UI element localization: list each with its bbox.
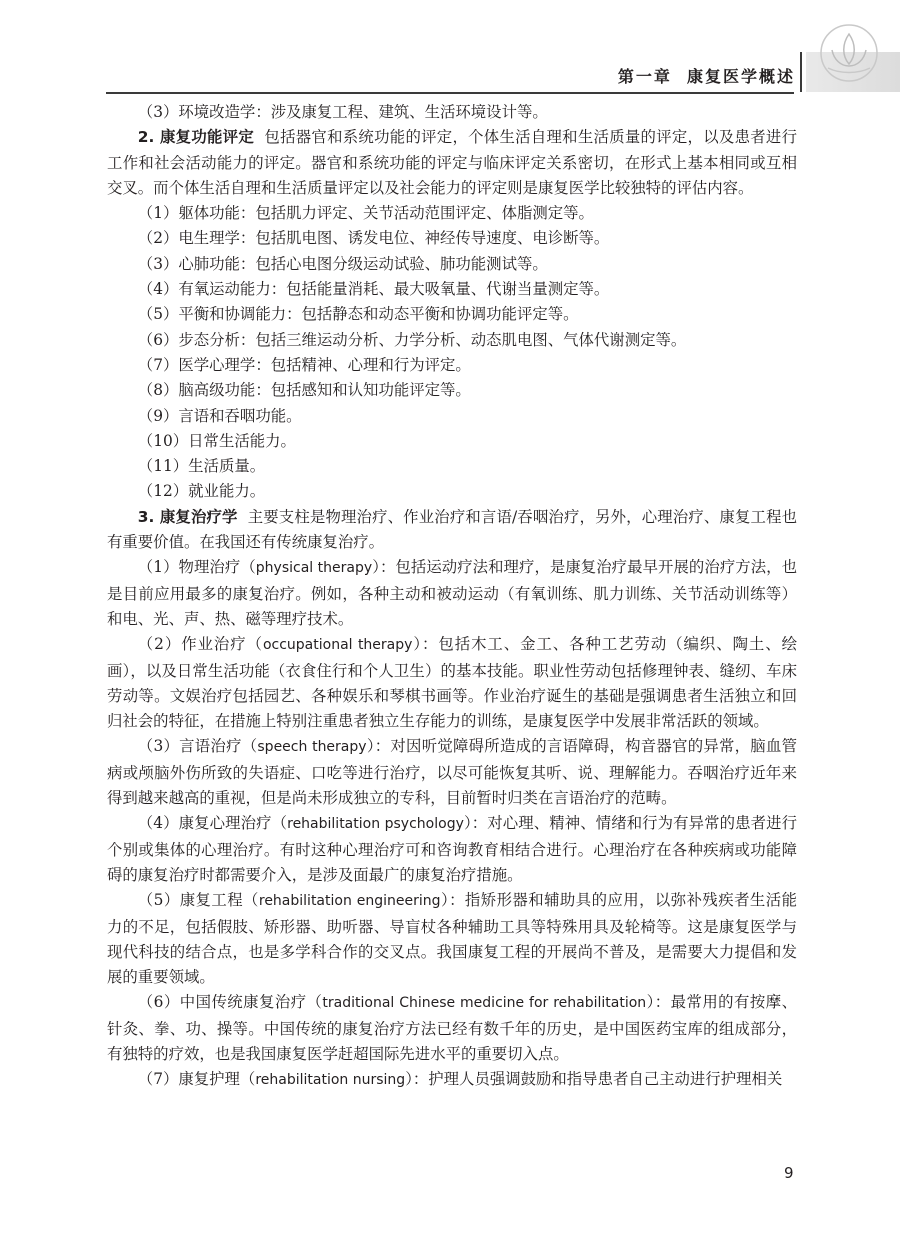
list-item: （12）就业能力。 [137,482,266,501]
item-term: rehabilitation nursing [255,1072,406,1089]
list-item [107,811,797,888]
header-rule [106,92,794,94]
item-body: ）：包括运动疗法和理疗，是康复治疗最早开展的治疗方法，也是目前应用最多的康复治疗。例如，各种主动和被动运动（有氧训练、肌力训练、关节活动训练等）和电、光、声、热、磁等理疗技术。 [107,558,797,628]
list-item [107,734,797,811]
page-number: 9 [784,1164,794,1182]
item-term: traditional Chinese medicine for rehabilitation [322,995,647,1012]
list-item [107,888,797,990]
section-title: 3. 康复治疗学 [137,507,238,526]
section-paragraph [107,505,797,556]
list-item [107,555,797,632]
item-head: （2）作业治疗（ [137,635,263,654]
list-item: （3）心肺功能：包括心电图分级运动试验、肺功能测试等。 [137,254,548,273]
list-item: （4）有氧运动能力：包括能量消耗、最大吸氧量、代谢当量测定等。 [137,280,610,299]
item-head: （6）中国传统康复治疗（ [137,993,323,1012]
list-item: （9）言语和吞咽功能。 [137,406,302,425]
item-term: rehabilitation engineering [258,893,441,910]
list-item: （10）日常生活能力。 [137,431,296,450]
item-head: （5）康复工程（ [137,891,259,910]
item-head: （4）康复心理治疗（ [137,814,288,833]
page-header [0,0,900,96]
list-item: （2）电生理学：包括肌电图、诱发电位、神经传导速度、电诊断等。 [137,229,610,248]
body-text [107,100,797,1094]
item-term: speech therapy [257,739,367,756]
running-header [618,64,795,87]
list-item: （11）生活质量。 [137,457,266,476]
section-text: 主要支柱是物理治疗、作业治疗和言语/吞咽治疗，另外，心理治疗、康复工程也有重要价值。在我国还有传统康复治疗。 [107,507,798,552]
list-item [107,632,797,734]
list-item [107,1067,797,1093]
item-body: ）：对心理、精神、情绪和行为有异常的患者进行个别或集体的心理治疗。有时这种心理治疗可和咨询教育相结合进行。心理治疗在各种疾病或功能障碍的康复治疗时都需要介入，是涉及面最广的康复治疗措施。 [107,814,797,884]
list-item: （3）环境改造学：涉及康复工程、建筑、生活环境设计等。 [137,103,548,121]
item-term: physical therapy [255,560,373,577]
list-item: （6）步态分析：包括三维运动分析、力学分析、动态肌电图、气体代谢测定等。 [137,330,687,349]
list-item: （8）脑高级功能：包括感知和认知功能评定等。 [137,381,471,400]
section-title: 2. 康复功能评定 [137,128,255,147]
item-body: ）：指矫形器和辅助具的应用，以弥补残疾者生活能力的不足，包括假肢、矫形器、助听器、导盲杖各种辅助工具等特殊用具及轮椅等。这是康复医学与现代科技的结合点，也是多学科合作的交叉点。我国康复工程的开展尚不普及，是需要大力提倡和发展的重要领域。 [107,891,797,987]
item-body: ）：包括木工、金工、各种工艺劳动（编织、陶土、绘画），以及日常生活功能（衣食住行和个人卫生）的基本技能。职业性劳动包括修理钟表、缝纫、车床劳动等。文娱治疗包括园艺、各种娱乐和琴棋书画等。作业治疗诞生的基础是强调患者生活独立和回归社会的特征，在措施上特别注重患者独立生存能力的训练，是康复医学中发展非常活跃的领域。 [107,635,797,731]
item-head: （1）物理治疗（ [137,558,256,577]
chapter-label: 第一章 [617,67,672,86]
item-head: （7）康复护理（ [137,1070,256,1089]
header-divider [800,52,802,92]
lotus-logo-icon [818,22,880,84]
list-item: （1）躯体功能：包括肌力评定、关节活动范围评定、体脂测定等。 [137,204,594,223]
item-body: ）：护理人员强调鼓励和指导患者自己主动进行护理相关 [405,1070,783,1089]
item-term: occupational therapy [262,637,413,654]
list-item [107,990,797,1067]
item-body: ）：对因听觉障碍所造成的言语障碍，构音器官的异常，脑血管病或颅脑外伤所致的失语症、口吃等进行治疗，以尽可能恢复其听、说、理解能力。吞咽治疗近年来得到越来越高的重视，但是尚未形成独立的专科，目前暂时归类在言语治疗的范畴。 [107,737,797,808]
section-paragraph [107,125,797,201]
list-item: （5）平衡和协调能力：包括静态和动态平衡和协调功能评定等。 [137,305,579,324]
section-text: 包括器官和系统功能的评定，个体生活自理和生活质量的评定，以及患者进行工作和社会活动能力的评定。器官和系统功能的评定与临床评定关系密切，在形式上基本相同或互相交叉。而个体生活自理和生活质量评定以及社会能力的评定则是康复医学比较独特的评估内容。 [107,128,797,197]
item-body: ）：最常用的有按摩、针灸、拳、功、操等。中国传统的康复治疗方法已经有数千年的历史，是中国医药宝库的组成部分，有独特的疗效，也是我国康复医学赶超国际先进水平的重要切入点。 [107,993,797,1063]
list-item: （7）医学心理学：包括精神、心理和行为评定。 [137,355,471,374]
chapter-title: 康复医学概述 [686,67,795,86]
item-term: rehabilitation psychology [287,816,464,833]
item-head: （3）言语治疗（ [137,737,258,756]
